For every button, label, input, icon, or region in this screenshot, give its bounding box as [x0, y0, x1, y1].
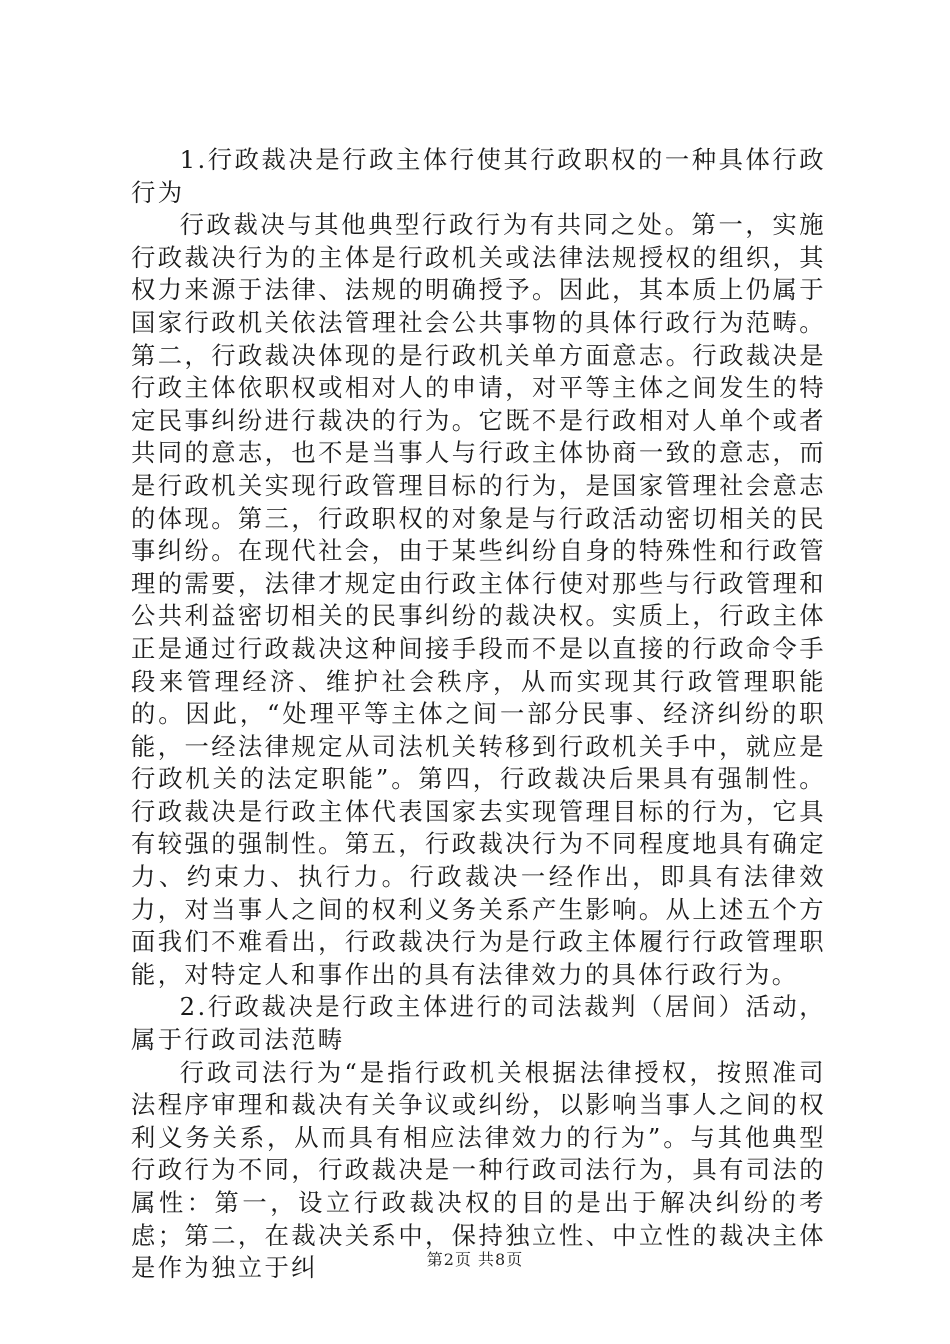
heading-paragraph-1: 1.行政裁决是行政主体行使其行政职权的一种具体行政行为	[131, 145, 826, 207]
page-number-footer: 第2页 共8页	[426, 1250, 524, 1269]
heading-paragraph-2: 2.行政裁决是行政主体进行的司法裁判（居间）活动，属于行政司法范畴	[131, 992, 826, 1055]
document-body	[131, 144, 826, 1285]
body-paragraph-2: 行政司法行为“是指行政机关根据法律授权，按照准司法程序审理和裁决有关争议或纠纷，以影响当事人之间的权利义务关系，从而具有相应法律效力的行为”。与其他典型行政行为不同，行政裁决是一种行政司法行为，具有司法的属性：第一，设立行政裁决权的目的是出于解决纠纷的考虑；第二，在裁决关系中，保持独立性、中立性的裁决主体是作为独立于纠	[131, 1057, 826, 1283]
body-paragraph-1: 行政裁决与其他典型行政行为有共同之处。第一，实施行政裁决行为的主体是行政机关或法律法规授权的组织，其权力来源于法律、法规的明确授予。因此，其本质上仍属于国家行政机关依法管理社会公共事物的具体行政行为范畴。第二，行政裁决体现的是行政机关单方面意志。行政裁决是行政主体依职权或相对人的申请，对平等主体之间发生的特定民事纠纷进行裁决的行为。它既不是行政相对人单个或者共同的意志，也不是当事人与行政主体协商一致的意志，而是行政机关实现行政管理目标的行为，是国家管理社会意志的体现。第三，行政职权的对象是与行政活动密切相关的民事纠纷。在现代社会，由于某些纠纷自身的特殊性和行政管理的需要，法律才规定由行政主体行使对那些与行政管理和公共利益密切相关的民事纠纷的裁决权。实质上，行政主体正是通过行政裁决这种间接手段而不是以直接的行政命令手段来管理经济、维护社会秩序，从而实现其行政管理职能的。因此，“处理平等主体之间一部分民事、经济纠纷的职能，一经法律规定从司法机关转移到行政机关手中，就应是行政机关的法定职能”。第四，行政裁决后果具有强制性。行政裁决是行政主体代表国家去实现管理目标的行为，它具有较强的强制性。第五，行政裁决行为不同程度地具有确定力、约束力、执行力。行政裁决一经作出，即具有法律效力，对当事人之间的权利义务关系产生影响。从上述五个方面我们不难看出，行政裁决行为是行政主体履行行政管理职能，对特定人和事作出的具有法律效力的具体行政行为。	[131, 210, 826, 989]
